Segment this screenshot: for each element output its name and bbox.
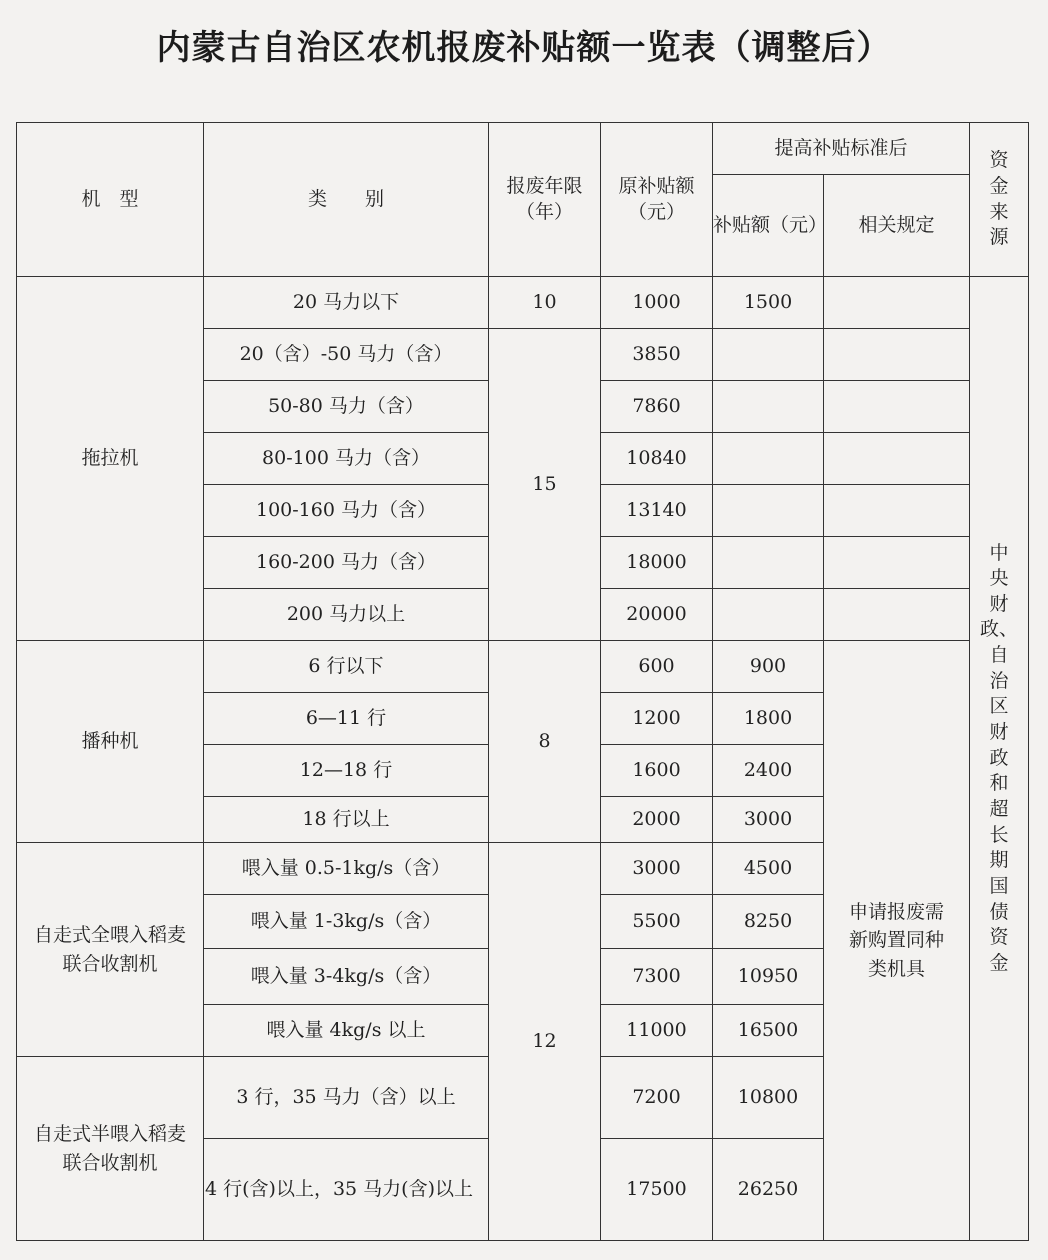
original-subsidy-cell: 7860 <box>601 381 713 433</box>
subsidy-cell: 16500 <box>713 1005 824 1057</box>
original-subsidy-cell: 20000 <box>601 589 713 641</box>
rule-cell <box>824 589 970 641</box>
years-cell: 8 <box>489 641 601 843</box>
rule-text: 申请报废需新购置同种类机具 <box>848 900 944 980</box>
subsidy-cell <box>713 381 824 433</box>
header-category: 类 别 <box>204 123 489 277</box>
original-subsidy-cell: 600 <box>601 641 713 693</box>
original-subsidy-cell: 1000 <box>601 277 713 329</box>
original-subsidy-cell: 3000 <box>601 843 713 895</box>
subsidy-cell: 26250 <box>713 1139 824 1241</box>
years-cell: 12 <box>489 843 601 1241</box>
subsidy-cell: 8250 <box>713 895 824 949</box>
years-cell: 10 <box>489 277 601 329</box>
subsidy-cell: 900 <box>713 641 824 693</box>
subsidy-cell: 10800 <box>713 1057 824 1139</box>
subsidy-cell: 2400 <box>713 745 824 797</box>
original-subsidy-cell: 3850 <box>601 329 713 381</box>
category-cell: 12—18 行 <box>204 745 489 797</box>
subsidy-cell <box>713 485 824 537</box>
machine-tractor: 拖拉机 <box>17 277 204 641</box>
category-cell: 喂入量 0.5-1kg/s（含） <box>204 843 489 895</box>
subsidy-cell <box>713 589 824 641</box>
years-cell: 15 <box>489 329 601 641</box>
subsidy-cell <box>713 537 824 589</box>
category-cell: 18 行以上 <box>204 797 489 843</box>
subsidy-cell: 1500 <box>713 277 824 329</box>
original-subsidy-cell: 13140 <box>601 485 713 537</box>
header-subsidy-amount: 补贴额（元） <box>713 175 824 277</box>
category-cell: 80-100 马力（含） <box>204 433 489 485</box>
rule-cell <box>824 433 970 485</box>
rule-cell <box>824 277 970 329</box>
subsidy-cell: 4500 <box>713 843 824 895</box>
header-original-subsidy: 原补贴额（元） <box>601 123 713 277</box>
machine-half-feed-harvester: 自走式半喂入稻麦联合收割机 <box>17 1057 204 1241</box>
header-related-rules: 相关规定 <box>824 175 970 277</box>
machine-full-feed-harvester: 自走式全喂入稻麦联合收割机 <box>17 843 204 1057</box>
category-cell: 200 马力以上 <box>204 589 489 641</box>
header-fund-source: 资 金 来 源 <box>970 123 1029 277</box>
fund-source-cell: 中 央 财 政、 自 治 区 财 政 和 超 长 期 国 债 资 金 <box>970 277 1029 1241</box>
original-subsidy-cell: 2000 <box>601 797 713 843</box>
category-cell: 喂入量 3-4kg/s（含） <box>204 949 489 1005</box>
subsidy-cell: 1800 <box>713 693 824 745</box>
machine-seeder: 播种机 <box>17 641 204 843</box>
category-cell: 50-80 马力（含） <box>204 381 489 433</box>
header-scrap-years: 报废年限（年） <box>489 123 601 277</box>
rule-cell <box>824 329 970 381</box>
original-subsidy-cell: 7200 <box>601 1057 713 1139</box>
category-cell: 4 行(含)以上，35 马力(含)以上 <box>204 1139 489 1241</box>
original-subsidy-cell: 5500 <box>601 895 713 949</box>
original-subsidy-cell: 11000 <box>601 1005 713 1057</box>
category-cell: 160-200 马力（含） <box>204 537 489 589</box>
header-machine-type: 机 型 <box>17 123 204 277</box>
subsidy-table <box>16 122 1029 1241</box>
subsidy-cell <box>713 329 824 381</box>
original-subsidy-cell: 1600 <box>601 745 713 797</box>
category-cell: 20 马力以下 <box>204 277 489 329</box>
category-cell: 3 行，35 马力（含）以上 <box>204 1057 489 1139</box>
rule-cell-new-purchase <box>824 641 970 1241</box>
document-title: 内蒙古自治区农机报废补贴额一览表（调整后） <box>156 28 892 68</box>
category-cell: 6—11 行 <box>204 693 489 745</box>
original-subsidy-cell: 1200 <box>601 693 713 745</box>
subsidy-cell: 10950 <box>713 949 824 1005</box>
category-cell: 6 行以下 <box>204 641 489 693</box>
category-cell: 喂入量 4kg/s 以上 <box>204 1005 489 1057</box>
category-cell: 喂入量 1-3kg/s（含） <box>204 895 489 949</box>
original-subsidy-cell: 17500 <box>601 1139 713 1241</box>
category-cell: 100-160 马力（含） <box>204 485 489 537</box>
rule-cell <box>824 485 970 537</box>
subsidy-cell: 3000 <box>713 797 824 843</box>
subsidy-cell <box>713 433 824 485</box>
original-subsidy-cell: 18000 <box>601 537 713 589</box>
original-subsidy-cell: 7300 <box>601 949 713 1005</box>
header-raised-standard: 提高补贴标准后 <box>713 123 970 175</box>
rule-cell <box>824 537 970 589</box>
rule-cell <box>824 381 970 433</box>
original-subsidy-cell: 10840 <box>601 433 713 485</box>
category-cell: 20（含）-50 马力（含） <box>204 329 489 381</box>
